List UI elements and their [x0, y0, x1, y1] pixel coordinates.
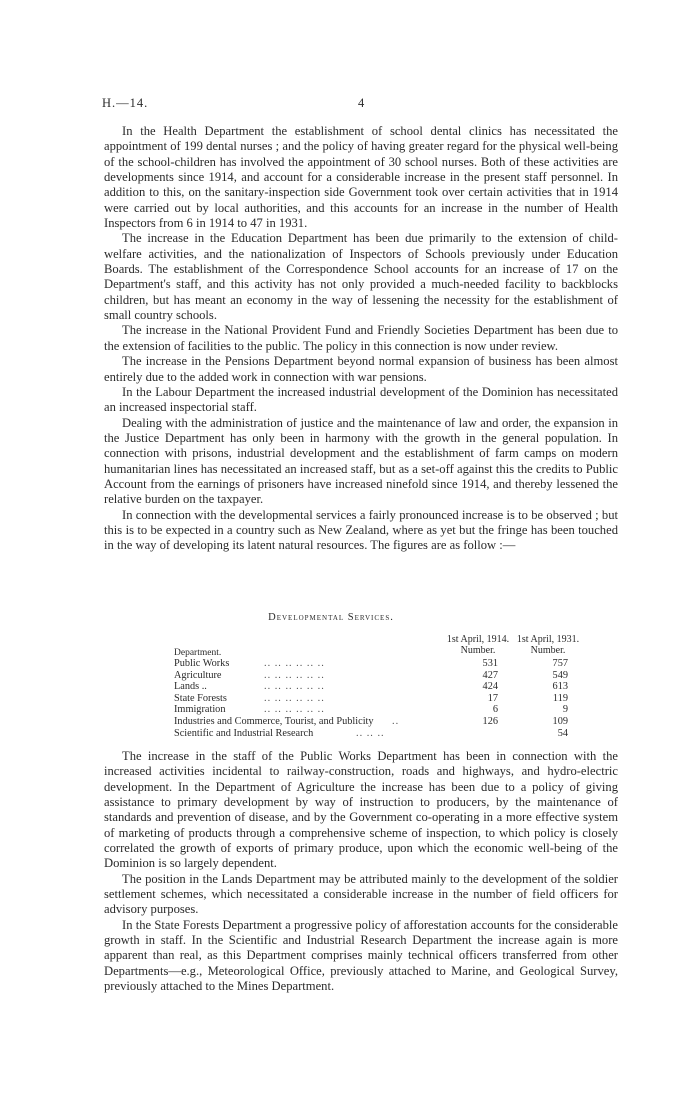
row-department: Industries and Commerce, Tourist, and Publicity [174, 715, 374, 727]
row-value-1914: 531 [482, 658, 498, 669]
paragraph-state-forests: In the State Forests Department a progressive policy of afforestation accounts for the considerable growth in staff. In the Scientific and Industrial Research Department the increase again is more apparent than real, as this Department comprises mainly technical officers transferred from other Departments—e.g., Meteorological Office, previously attached to Marine, and Geological Survey, previously attached to the Mines Department. [104, 917, 618, 994]
row-value-1914: 424 [482, 681, 498, 693]
paragraph-pensions: The increase in the Pensions Department beyond normal expansion of business has been almost entirely due to the added work in connection with war pensions. [104, 354, 618, 384]
table-row [104, 704, 618, 716]
row-value-1931: 109 [552, 715, 568, 727]
page-header [102, 96, 622, 112]
row-department: Lands .. [174, 681, 207, 693]
table-row [104, 728, 618, 740]
table-row [104, 658, 618, 670]
row-value-1931: 549 [552, 669, 568, 681]
row-leader-dots: .. [392, 715, 400, 727]
row-leader-dots: .. .. .. .. .. .. [264, 692, 325, 704]
row-value-1914: 17 [487, 692, 498, 704]
column-date-1931: 1st April, 1931. [516, 634, 580, 645]
table-body [104, 658, 618, 739]
page-number: 4 [358, 96, 366, 110]
body-text-top [104, 124, 618, 554]
row-value-1931: 119 [552, 692, 568, 704]
table-row [104, 670, 618, 682]
row-leader-dots: .. .. .. .. .. .. [264, 681, 325, 693]
row-department: Agriculture [174, 669, 222, 681]
table-header [104, 626, 618, 658]
row-value-1931: 54 [557, 727, 568, 739]
row-value-1931: 757 [552, 658, 568, 669]
document-reference: H.—14. [102, 96, 149, 110]
column-header-department: Department. [174, 648, 222, 658]
row-leader-dots: .. .. .. .. .. .. [264, 658, 325, 669]
table-row [104, 681, 618, 693]
paragraph-developmental: In connection with the developmental services a fairly pronounced increase is to be observed ; but this is to be expected in a country such as New Zealand, where as yet but the fringe has been touched in the way of developing its latent natural resources. The figures are as follow :— [104, 507, 618, 553]
paragraph-health: In the Health Department the establishment of school dental clinics has necessitated the appointment of 199 dental nurses ; and the policy of having greater regard for the physical well-being of the school-children has involved the appointment of 30 school nurses. Both of these activities are developments since 1914, and account for a considerable increase in the present staff personnel. In addition to this, on the sanitary-inspection side Government took over certain activities that in 1914 were carried out by local authorities, and this accounts for an increase in the number of Health Inspectors from 6 in 1914 to 47 in 1931. [104, 124, 618, 231]
paragraph-education: The increase in the Education Department has been due primarily to the extension of child-welfare activities, and the nationalization of Inspectors of Schools previously under Education Boards. The establishment of the Correspondence School accounts for an increase of 17 on the Department's staff, and this activity has not only provided a much-needed facility to backblocks children, but has meant an economy in the way of lessening the necessity for the establishment of small country schools. [104, 231, 618, 323]
row-leader-dots: .. .. .. .. .. .. [264, 669, 325, 681]
column-date-1914: 1st April, 1914. [446, 634, 510, 645]
row-value-1914: 6 [492, 704, 498, 716]
table-row [104, 693, 618, 705]
column-unit-1914: Number. [460, 645, 496, 656]
paragraph-labour: In the Labour Department the increased industrial development of the Dominion has necessitated an increased inspectorial staff. [104, 384, 618, 415]
row-department: Scientific and Industrial Research [174, 727, 314, 739]
paragraph-lands: The position in the Lands Department may be attributed mainly to the development of the soldier settlement schemes, which necessitated a considerable increase in the number of field officers for advisory purposes. [104, 871, 618, 917]
row-value-1914: 427 [482, 669, 498, 681]
column-unit-1931: Number. [530, 645, 566, 656]
column-header-1914 [442, 634, 514, 656]
developmental-services-table [104, 612, 618, 739]
column-header-1931 [516, 634, 580, 656]
paragraph-provident-fund: The increase in the National Provident Fund and Friendly Societies Department has been due to the extension of facilities to the public. The policy in this connection is now under review. [104, 323, 618, 353]
row-department: Public Works [174, 658, 230, 669]
row-value-1931: 613 [552, 681, 568, 693]
row-department: State Forests [174, 692, 227, 704]
paragraph-justice: Dealing with the administration of justice and the maintenance of law and order, the expansion in the Justice Department has only been in harmony with the growth in the general population. In connection with prisons, industrial development and the establishment of farm camps on modern humanitarian lines has necessitated an increased staff, but as a set-off against this the credits to Public Account from the earnings of prisoners have increased ninefold since 1914, and thereby lessened the relative burden on the taxpayer. [104, 415, 618, 507]
row-leader-dots: .. .. .. .. .. .. [264, 704, 325, 716]
row-value-1914: 126 [482, 715, 498, 727]
row-leader-dots: .. .. .. [356, 727, 385, 739]
row-value-1931: 9 [562, 704, 568, 716]
table-row [104, 716, 618, 728]
body-text-bottom [104, 749, 618, 995]
table-title: Developmental Services. [268, 612, 394, 623]
paragraph-public-works: The increase in the staff of the Public Works Department has been in connection with the increased activities incidental to railway-construction, roads and highways, and hydro-electric development. In the Department of Agriculture the increase has been due to a policy of giving assistance to primary development by way of instruction to producers, by the maintenance of standards and prevention of disease, and by the Government co-operating in a more effective system of marketing of products through a comprehensive scheme of inspection, to which policy is closely correlated the growth of exports of primary produce, upon which the economic well-being of the Dominion is so largely dependent. [104, 749, 618, 871]
row-department: Immigration [174, 704, 226, 716]
